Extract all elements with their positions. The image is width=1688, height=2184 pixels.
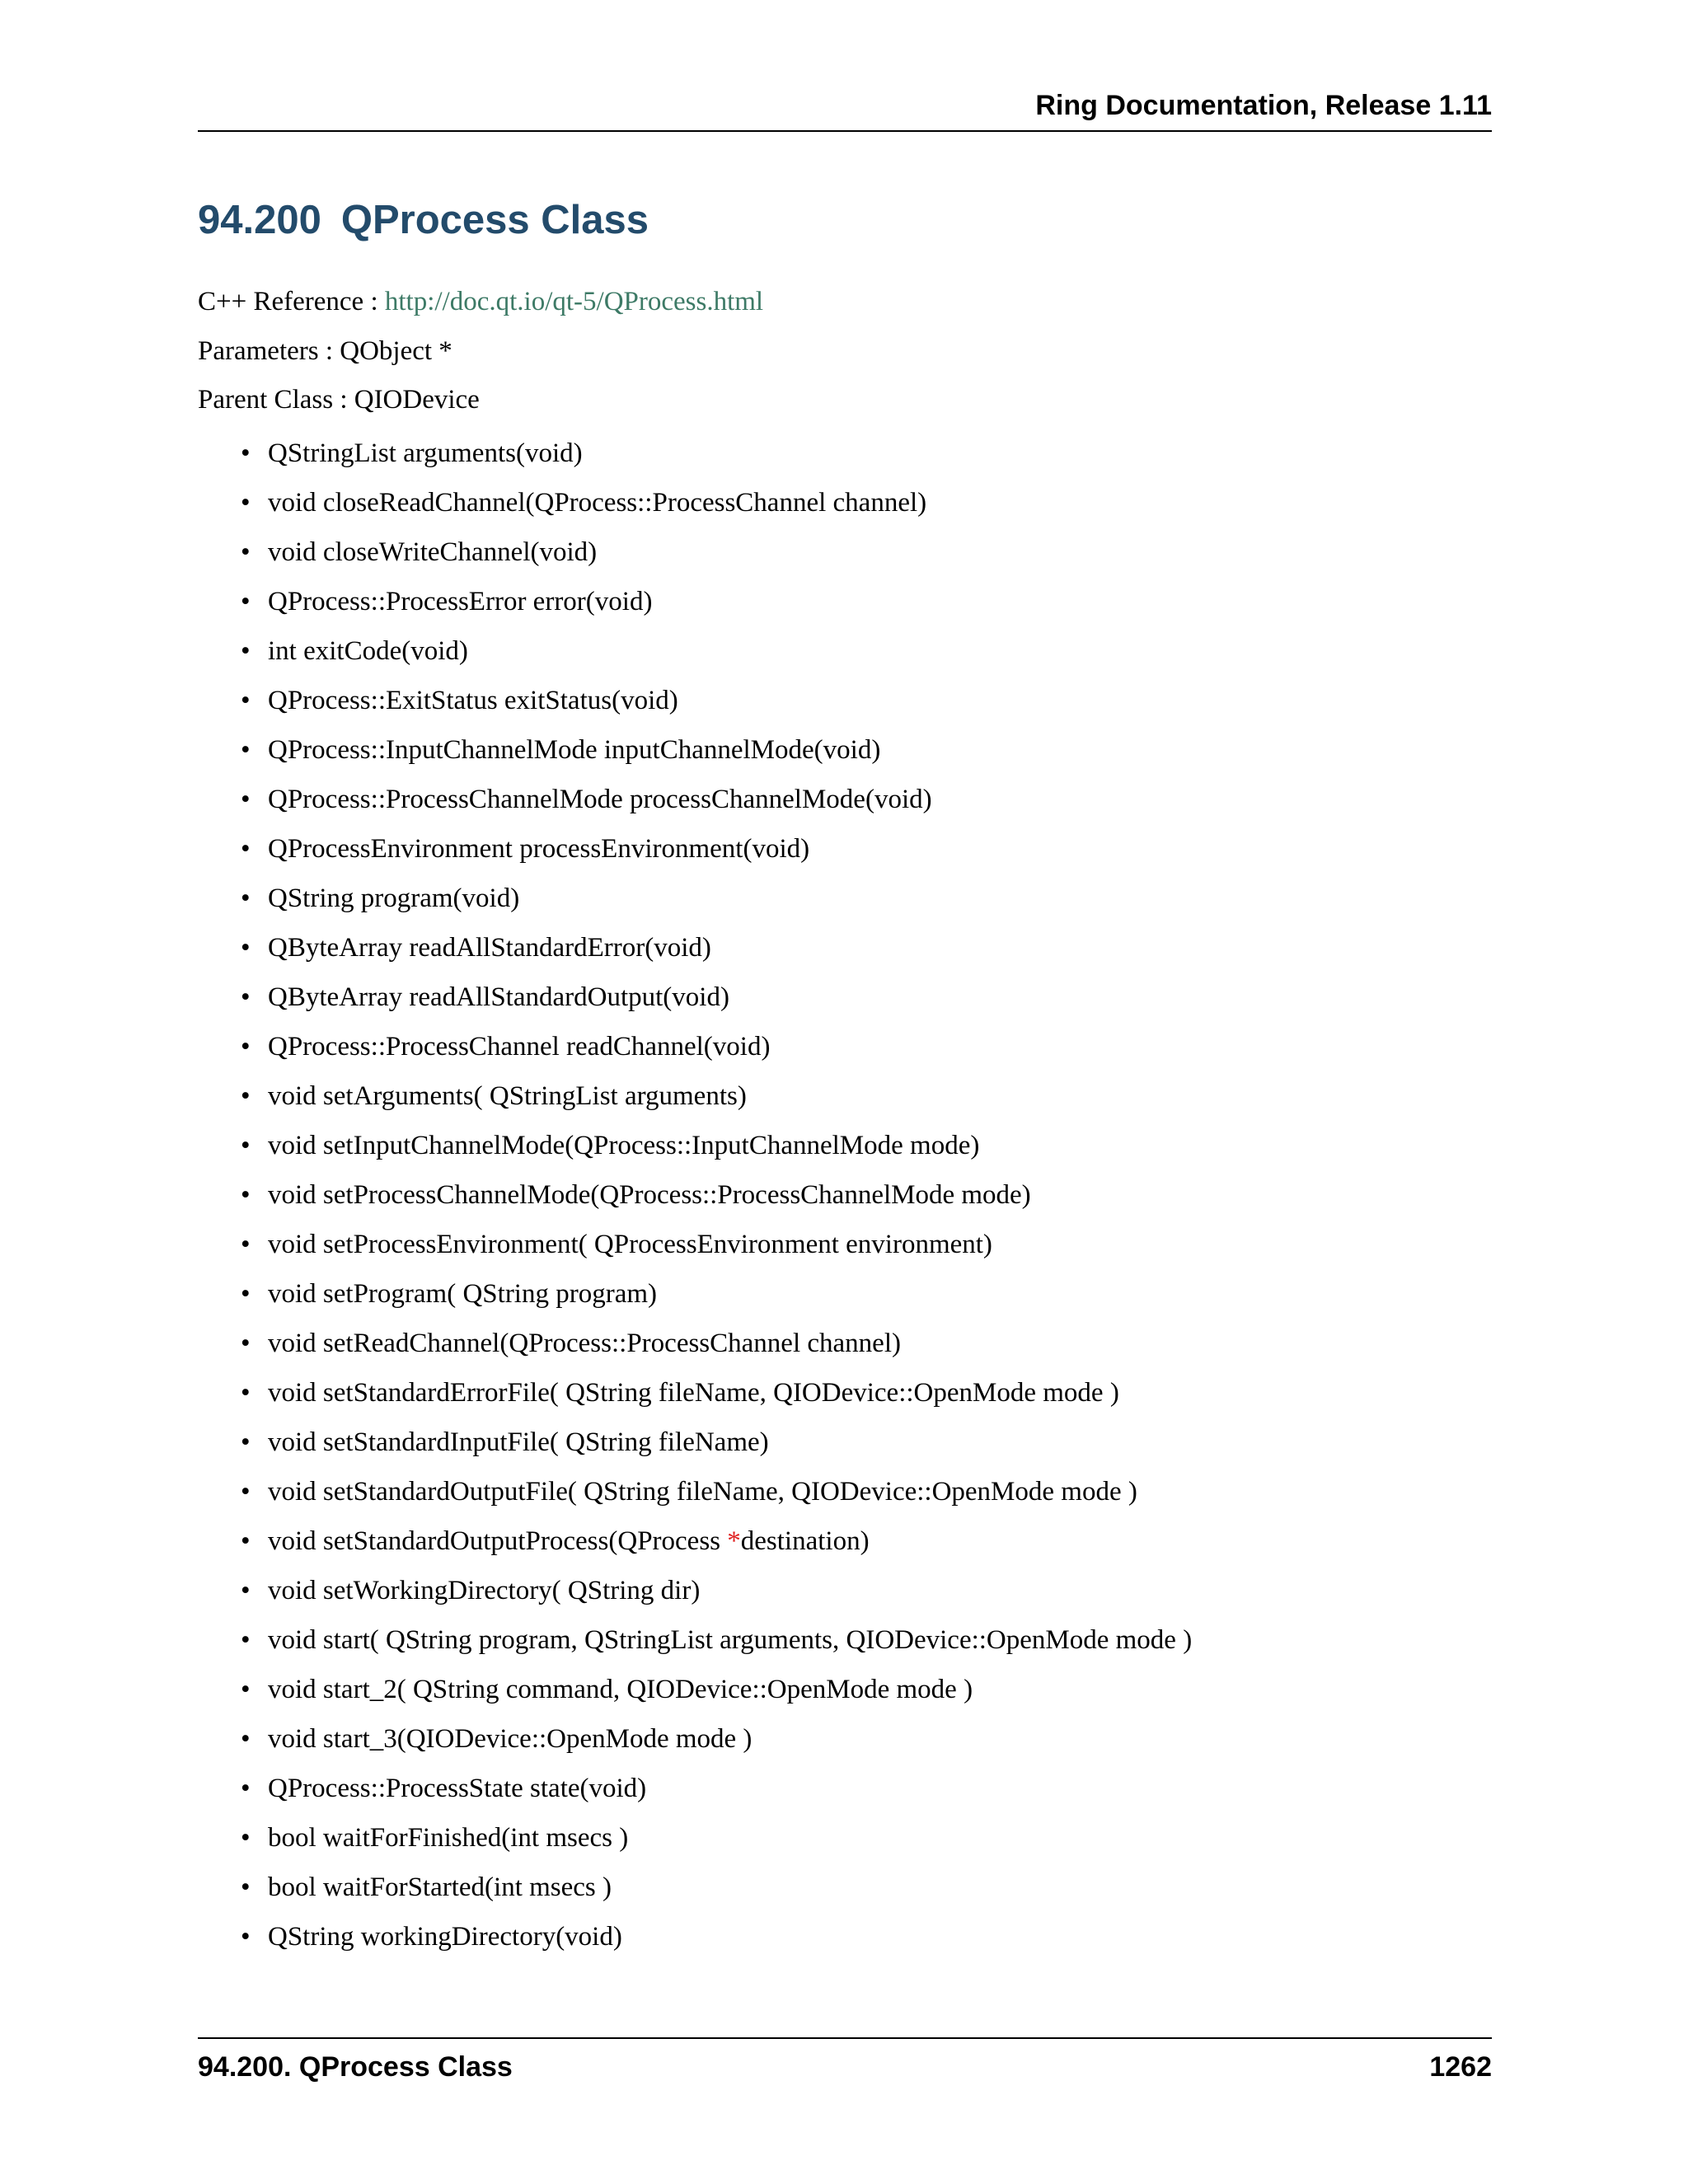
section-heading xyxy=(198,191,649,249)
method-signature: void setReadChannel(QProcess::ProcessChannel channel) xyxy=(268,1329,901,1358)
bullet-icon: • xyxy=(241,438,251,468)
bullet-icon: • xyxy=(241,834,251,864)
bullet-icon: • xyxy=(241,735,251,765)
bullet-icon: • xyxy=(241,1872,251,1902)
method-signature: void setProcessEnvironment( QProcessEnvironment environment) xyxy=(268,1230,992,1259)
method-signature: QProcess::ProcessChannelMode processChannelMode(void) xyxy=(268,785,932,814)
method-signature: void setStandardOutputFile( QString fileName, QIODevice::OpenMode mode ) xyxy=(268,1477,1137,1507)
bullet-icon: • xyxy=(241,1279,251,1309)
bullet-icon: • xyxy=(241,1922,251,1952)
bullet-icon: • xyxy=(241,1230,251,1259)
cpp-reference-link[interactable]: http://doc.qt.io/qt-5/QProcess.html xyxy=(384,287,764,316)
page-number: 1262 xyxy=(1429,2051,1492,2083)
method-signature: bool waitForStarted(int msecs ) xyxy=(268,1872,612,1902)
method-signature: bool waitForFinished(int msecs ) xyxy=(268,1823,629,1853)
method-signature: void setWorkingDirectory( QString dir) xyxy=(268,1576,701,1605)
bullet-icon: • xyxy=(241,1180,251,1210)
method-signature: void closeWriteChannel(void) xyxy=(268,537,598,567)
method-signature: void setStandardErrorFile( QString fileName, QIODevice::OpenMode mode ) xyxy=(268,1378,1119,1408)
bullet-icon: • xyxy=(241,1427,251,1457)
section-number: 94.200 xyxy=(198,198,321,242)
bullet-icon: • xyxy=(241,1823,251,1853)
method-signature: QString workingDirectory(void) xyxy=(268,1922,622,1952)
method-signature: QByteArray readAllStandardError(void) xyxy=(268,933,711,963)
bullet-icon: • xyxy=(241,686,251,715)
bullet-icon: • xyxy=(241,1774,251,1803)
bullet-icon: • xyxy=(241,1378,251,1408)
method-signature-part: destination) xyxy=(740,1526,870,1556)
bullet-icon: • xyxy=(241,1131,251,1160)
bullet-icon: • xyxy=(241,537,251,567)
page-header xyxy=(198,91,1492,132)
method-signature: QProcessEnvironment processEnvironment(void) xyxy=(268,834,810,864)
method-signature: void start_3(QIODevice::OpenMode mode ) xyxy=(268,1724,753,1754)
section-title: QProcess Class xyxy=(340,198,649,242)
bullet-icon: • xyxy=(241,488,251,518)
method-signature: QProcess::ProcessError error(void) xyxy=(268,587,653,616)
method-signature: int exitCode(void) xyxy=(268,636,468,666)
bullet-icon: • xyxy=(241,1576,251,1605)
bullet-icon: • xyxy=(241,933,251,963)
method-signature: QProcess::InputChannelMode inputChannelMode(void) xyxy=(268,735,881,765)
bullet-icon: • xyxy=(241,1625,251,1655)
cpp-reference-label: C++ Reference : xyxy=(198,287,385,316)
cpp-reference-line xyxy=(198,284,763,320)
footer-section-label: 94.200. QProcess Class xyxy=(198,2051,513,2083)
bullet-icon: • xyxy=(241,1032,251,1062)
method-signature-part: void setStandardOutputProcess(QProcess xyxy=(268,1526,728,1556)
method-signature: QProcess::ProcessState state(void) xyxy=(268,1774,647,1803)
bullet-icon: • xyxy=(241,883,251,913)
bullet-icon: • xyxy=(241,1081,251,1111)
method-signature: QProcess::ExitStatus exitStatus(void) xyxy=(268,686,678,715)
bullet-icon: • xyxy=(241,1329,251,1358)
bullet-icon: • xyxy=(241,1526,251,1556)
page-footer xyxy=(198,2037,1492,2083)
method-signature: QStringList arguments(void) xyxy=(268,438,583,468)
running-title: Ring Documentation, Release 1.11 xyxy=(1035,90,1492,121)
method-signature: void setArguments( QStringList arguments) xyxy=(268,1081,747,1111)
bullet-icon: • xyxy=(241,982,251,1012)
parent-class-line: Parent Class : QIODevice xyxy=(198,385,480,415)
method-signature: void start_2( QString command, QIODevice::OpenMode mode ) xyxy=(268,1675,973,1704)
bullet-icon: • xyxy=(241,785,251,814)
bullet-icon: • xyxy=(241,1675,251,1704)
method-signature: QProcess::ProcessChannel readChannel(void) xyxy=(268,1032,771,1062)
bullet-icon: • xyxy=(241,636,251,666)
method-signature: void setProgram( QString program) xyxy=(268,1279,658,1309)
pointer-asterisk: * xyxy=(727,1526,741,1556)
method-signature: void setProcessChannelMode(QProcess::ProcessChannelMode mode) xyxy=(268,1180,1031,1210)
bullet-icon: • xyxy=(241,1477,251,1507)
method-signature: void closeReadChannel(QProcess::ProcessChannel channel) xyxy=(268,488,927,518)
method-signature: void start( QString program, QStringList arguments, QIODevice::OpenMode mode ) xyxy=(268,1625,1193,1655)
method-signature: void setInputChannelMode(QProcess::InputChannelMode mode) xyxy=(268,1131,980,1160)
bullet-icon: • xyxy=(241,587,251,616)
bullet-icon: • xyxy=(241,1724,251,1754)
method-signature: QByteArray readAllStandardOutput(void) xyxy=(268,982,729,1012)
method-signature: void setStandardInputFile( QString fileName) xyxy=(268,1427,769,1457)
method-signature: QString program(void) xyxy=(268,883,520,913)
parameters-line: Parameters : QObject * xyxy=(198,336,452,366)
method-signature xyxy=(268,1523,870,1559)
